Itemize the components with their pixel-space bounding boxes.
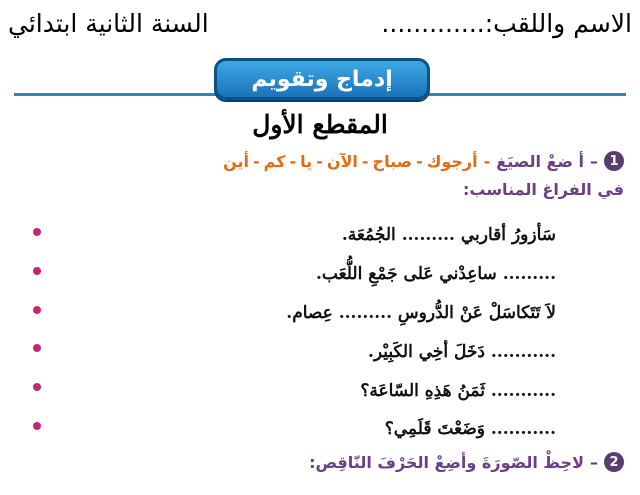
bullet-icon — [33, 228, 41, 236]
question-2 — [10, 452, 624, 472]
word-bank — [223, 152, 477, 171]
exercise-item — [76, 371, 556, 410]
question-1 — [10, 151, 624, 171]
separator: - — [361, 151, 369, 171]
bullet-icon — [33, 344, 41, 352]
name-field-label: الاسم واللقب:............. — [381, 8, 632, 38]
question-number-badge: 1 — [604, 151, 624, 171]
grade-label: السنة الثانية ابتدائي — [8, 8, 209, 38]
question-2-lead: لاحِظْ الصّورَةَ وأضِعْ الحَرْفَ النّاقِص: — [309, 452, 584, 472]
separator: - — [316, 151, 323, 171]
word-bank-item: صباح — [372, 151, 413, 171]
question-dash: – — [590, 452, 598, 472]
exercise-sentence: ........... وَضَعْتَ قَلَمِي؟ — [384, 419, 556, 440]
separator: - — [416, 151, 423, 171]
exercise-items — [76, 216, 556, 449]
integration-badge: إدماج وتقويم — [214, 58, 430, 100]
word-bank-item: أرجوك — [426, 151, 478, 171]
bullet-icon — [33, 383, 41, 391]
question-number-badge: 2 — [604, 452, 624, 472]
bullet-icon — [33, 267, 41, 275]
exercise-sentence: لاَ تَتَكاسَلْ عَنْ الدُّروسِ ......... عِصام. — [286, 302, 556, 323]
exercise-item — [76, 332, 556, 371]
separator: - — [483, 151, 491, 171]
question-dash: – — [590, 151, 598, 171]
word-bank-item: الآن — [326, 151, 358, 171]
section-banner — [0, 56, 640, 104]
exercise-sentence: ........... دَخَلَ أخِي الكَبِيْر. — [367, 341, 556, 362]
word-bank-item: أين — [223, 151, 250, 171]
exercise-sentence: ......... ساعِدْني عَلى جَمْعِ اللُّعَب. — [315, 264, 556, 285]
word-bank-item: يا — [300, 151, 313, 171]
separator: - — [289, 151, 297, 171]
word-bank-item: كم — [263, 151, 286, 171]
bullet-icon — [33, 306, 41, 314]
exercise-item — [76, 255, 556, 294]
question-1-continuation: في الفراغ المناسب: — [462, 180, 624, 199]
exercise-item — [76, 216, 556, 255]
exercise-sentence: ........... ثَمَنُ هَذِهِ السّاعَة؟ — [360, 380, 556, 401]
exercise-sentence: سَأزورُ أقاربي ......... الجُمُعَة. — [341, 225, 556, 246]
worksheet-header — [8, 4, 632, 42]
separator: - — [253, 151, 260, 171]
exercise-item — [76, 410, 556, 449]
unit-title: المقطع الأول — [252, 110, 388, 139]
exercise-item — [76, 294, 556, 333]
bullet-icon — [33, 422, 41, 430]
question-1-lead: أ ضعْ الصيَغ — [496, 151, 584, 171]
